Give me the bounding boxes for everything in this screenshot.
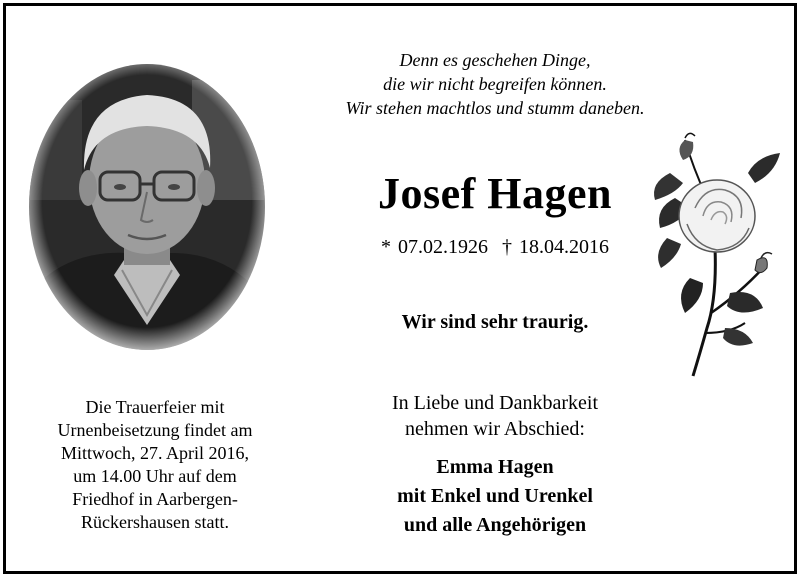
quote-line: Denn es geschehen Dinge, (399, 50, 591, 70)
death-date: † 18.04.2016 (502, 236, 609, 258)
family-line: mit Enkel und Urenkel (397, 485, 593, 507)
service-line: Urnenbeisetzung findet am (57, 420, 253, 440)
service-line: Friedhof in Aarbergen- (72, 489, 238, 509)
family-line: Emma Hagen (436, 456, 554, 478)
quote-line: die wir nicht begreifen können. (383, 74, 607, 94)
portrait-photo (22, 60, 272, 355)
service-line: Die Trauerfeier mit (85, 397, 225, 417)
quote-line: Wir stehen machtlos und stumm daneben. (345, 98, 645, 118)
service-info (30, 396, 280, 534)
deceased-name: Josef Hagen (377, 169, 613, 218)
service-line: Mittwoch, 27. April 2016, (61, 443, 249, 463)
quote-block (300, 48, 690, 120)
life-dates (330, 236, 660, 259)
family-block (330, 453, 660, 540)
service-line: um 14.00 Uhr auf dem (73, 466, 237, 486)
farewell-line: In Liebe und Dankbarkeit (391, 392, 599, 414)
family-line: und alle Angehörigen (403, 514, 587, 536)
rose-icon (645, 128, 785, 378)
farewell-line: nehmen wir Abschied: (405, 418, 585, 440)
service-line: Rückershausen statt. (81, 512, 229, 532)
farewell-block (330, 390, 660, 442)
birth-date: * 07.02.1926 (381, 236, 488, 258)
grief-statement: Wir sind sehr traurig. (401, 311, 589, 333)
